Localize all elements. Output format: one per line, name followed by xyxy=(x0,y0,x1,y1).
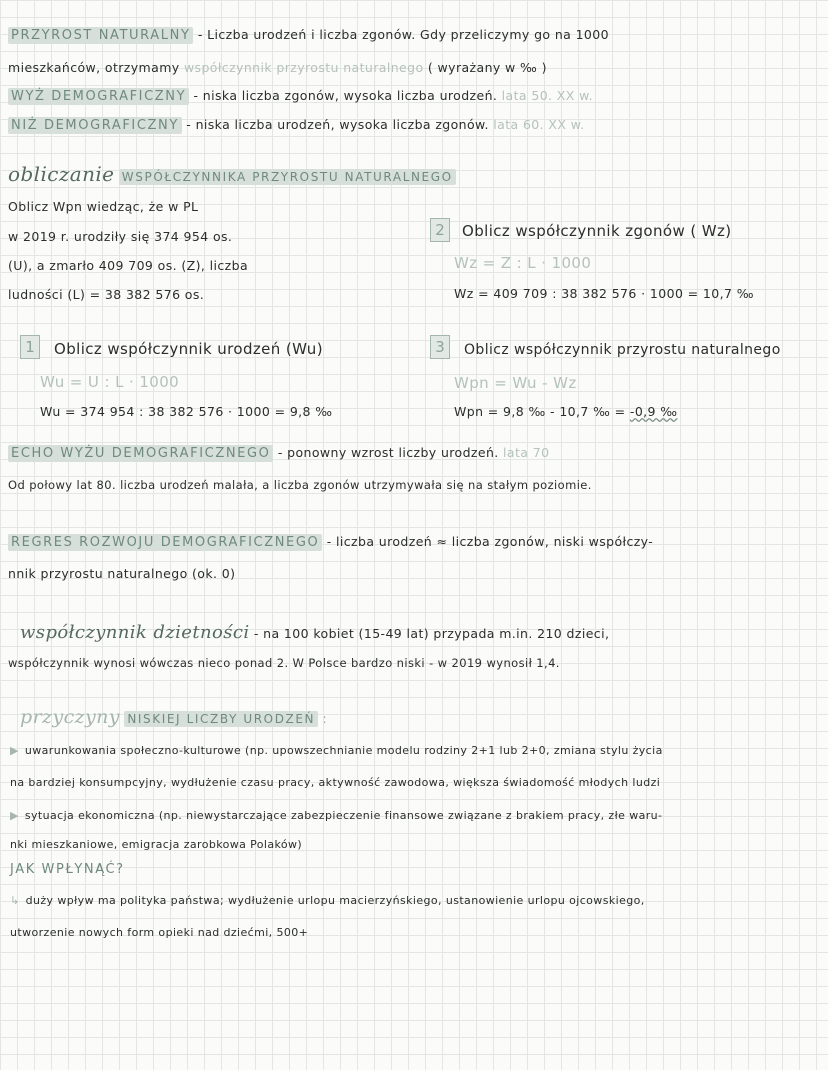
intro-3: (U), a zmarło 409 709 os. (Z), liczba xyxy=(8,258,249,273)
task-3-number: 3 xyxy=(430,335,450,359)
term-echo: ECHO WYŻU DEMOGRAFICZNEGO xyxy=(8,445,273,462)
task-2-number: 2 xyxy=(430,218,450,242)
term-wyz: WYŻ DEMOGRAFICZNY xyxy=(8,88,189,105)
cause-1-cont: na bardziej konsumpcyjny, wydłużenie czasu pracy, aktywność zawodowa, większa świadomość młodych ludzi xyxy=(10,776,661,789)
cause-2: ▶ sytuacja ekonomiczna (np. niewystarczające zabezpieczenie finansowe związane z brakiem pracy, złe waru- xyxy=(10,809,663,822)
task-1-number: 1 xyxy=(20,335,40,359)
curved-arrow-icon: ↳ xyxy=(10,894,20,907)
task-1-result: Wu = 374 954 : 38 382 576 · 1000 = 9,8 ‰ xyxy=(40,404,333,419)
task-3-formula: Wpn = Wu - Wz xyxy=(454,374,577,392)
cause-2-cont: nki mieszkaniowe, emigracja zarobkowa Polaków) xyxy=(10,838,303,851)
term-niz: NIŻ DEMOGRAFICZNY xyxy=(8,117,182,134)
niz-line: NIŻ DEMOGRAFICZNY - niska liczba urodzeń, wysoka liczba zgonów. lata 60. XX w. xyxy=(8,117,585,133)
echo-line: ECHO WYŻU DEMOGRAFICZNEGO - ponowny wzrost liczby urodzeń. lata 70 xyxy=(8,445,549,461)
wyz-line: WYŻ DEMOGRAFICZNY - niska liczba zgonów, wysoka liczba urodzeń. lata 50. XX w. xyxy=(8,88,593,104)
task-3-title: Oblicz współczynnik przyrostu naturalnego xyxy=(464,342,781,358)
task-3-answer: -0,9 ‰ xyxy=(629,404,678,419)
przyrost-line-1: PRZYROST NATURALNY - Liczba urodzeń i liczba zgonów. Gdy przeliczymy go na 1000 xyxy=(8,27,609,43)
fert-line-2: współczynnik wynosi wówczas nieco ponad 2. W Polsce bardzo niski - w 2019 wynosił 1,4. xyxy=(8,656,560,670)
task-1-title: Oblicz współczynnik urodzeń (Wu) xyxy=(54,340,323,358)
task-2-title: Oblicz współczynnik zgonów ( Wz) xyxy=(462,222,732,240)
task-2-result: Wz = 409 709 : 38 382 576 · 1000 = 10,7 ‰ xyxy=(454,286,754,301)
task-1-formula: Wu = U : L · 1000 xyxy=(40,373,180,391)
term-fert: współczynnik dzietności xyxy=(20,622,250,643)
triangle-bullet-icon: ▶ xyxy=(10,809,19,822)
przyrost-line-2: mieszkańców, otrzymamy współczynnik przyrostu naturalnego ( wyrażany w ‰ ) xyxy=(8,60,547,75)
intro-4: ludności (L) = 38 382 576 os. xyxy=(8,287,205,302)
question: JAK WPŁYNĄĆ? xyxy=(10,862,125,877)
regres-line: REGRES ROZWOJU DEMOGRAFICZNEGO - liczba urodzeń ≈ liczba zgonów, niski współczy- xyxy=(8,534,653,550)
task-2-formula: Wz = Z : L · 1000 xyxy=(454,254,592,272)
intro-1: Oblicz Wpn wiedząc, że w PL xyxy=(8,199,199,214)
triangle-bullet-icon: ▶ xyxy=(10,744,19,757)
intro-2: w 2019 r. urodziły się 374 954 os. xyxy=(8,229,233,244)
answer-line-2: utworzenie nowych form opieki nad dziećmi, 500+ xyxy=(10,926,309,939)
task-3-result: Wpn = 9,8 ‰ - 10,7 ‰ = -0,9 ‰ xyxy=(454,404,678,419)
cause-1: ▶ uwarunkowania społeczno-kulturowe (np. upowszechnianie modelu rodziny 2+1 lub 2+0, zmiana stylu życia xyxy=(10,744,663,757)
term-regres: REGRES ROZWOJU DEMOGRAFICZNEGO xyxy=(8,534,322,551)
echo-line-2: Od połowy lat 80. liczba urodzeń malała, a liczba zgonów utrzymywała się na stałym poziomie. xyxy=(8,478,592,492)
fert-line: współczynnik dzietności - na 100 kobiet (15-49 lat) przypada m.in. 210 dzieci, xyxy=(20,622,610,643)
answer-line-1: ↳ duży wpływ ma polityka państwa; wydłużenie urlopu macierzyńskiego, ustanowienie urlopu ojcowskiego, xyxy=(10,894,645,907)
calc-heading: obliczanie WSPÓŁCZYNNIKA PRZYROSTU NATURALNEGO xyxy=(8,162,456,186)
regres-line-2: nnik przyrostu naturalnego (ok. 0) xyxy=(8,566,236,581)
causes-heading: przyczyny NISKIEJ LICZBY URODZEŃ : xyxy=(20,706,328,728)
term-przyrost: PRZYROST NATURALNY xyxy=(8,27,193,44)
